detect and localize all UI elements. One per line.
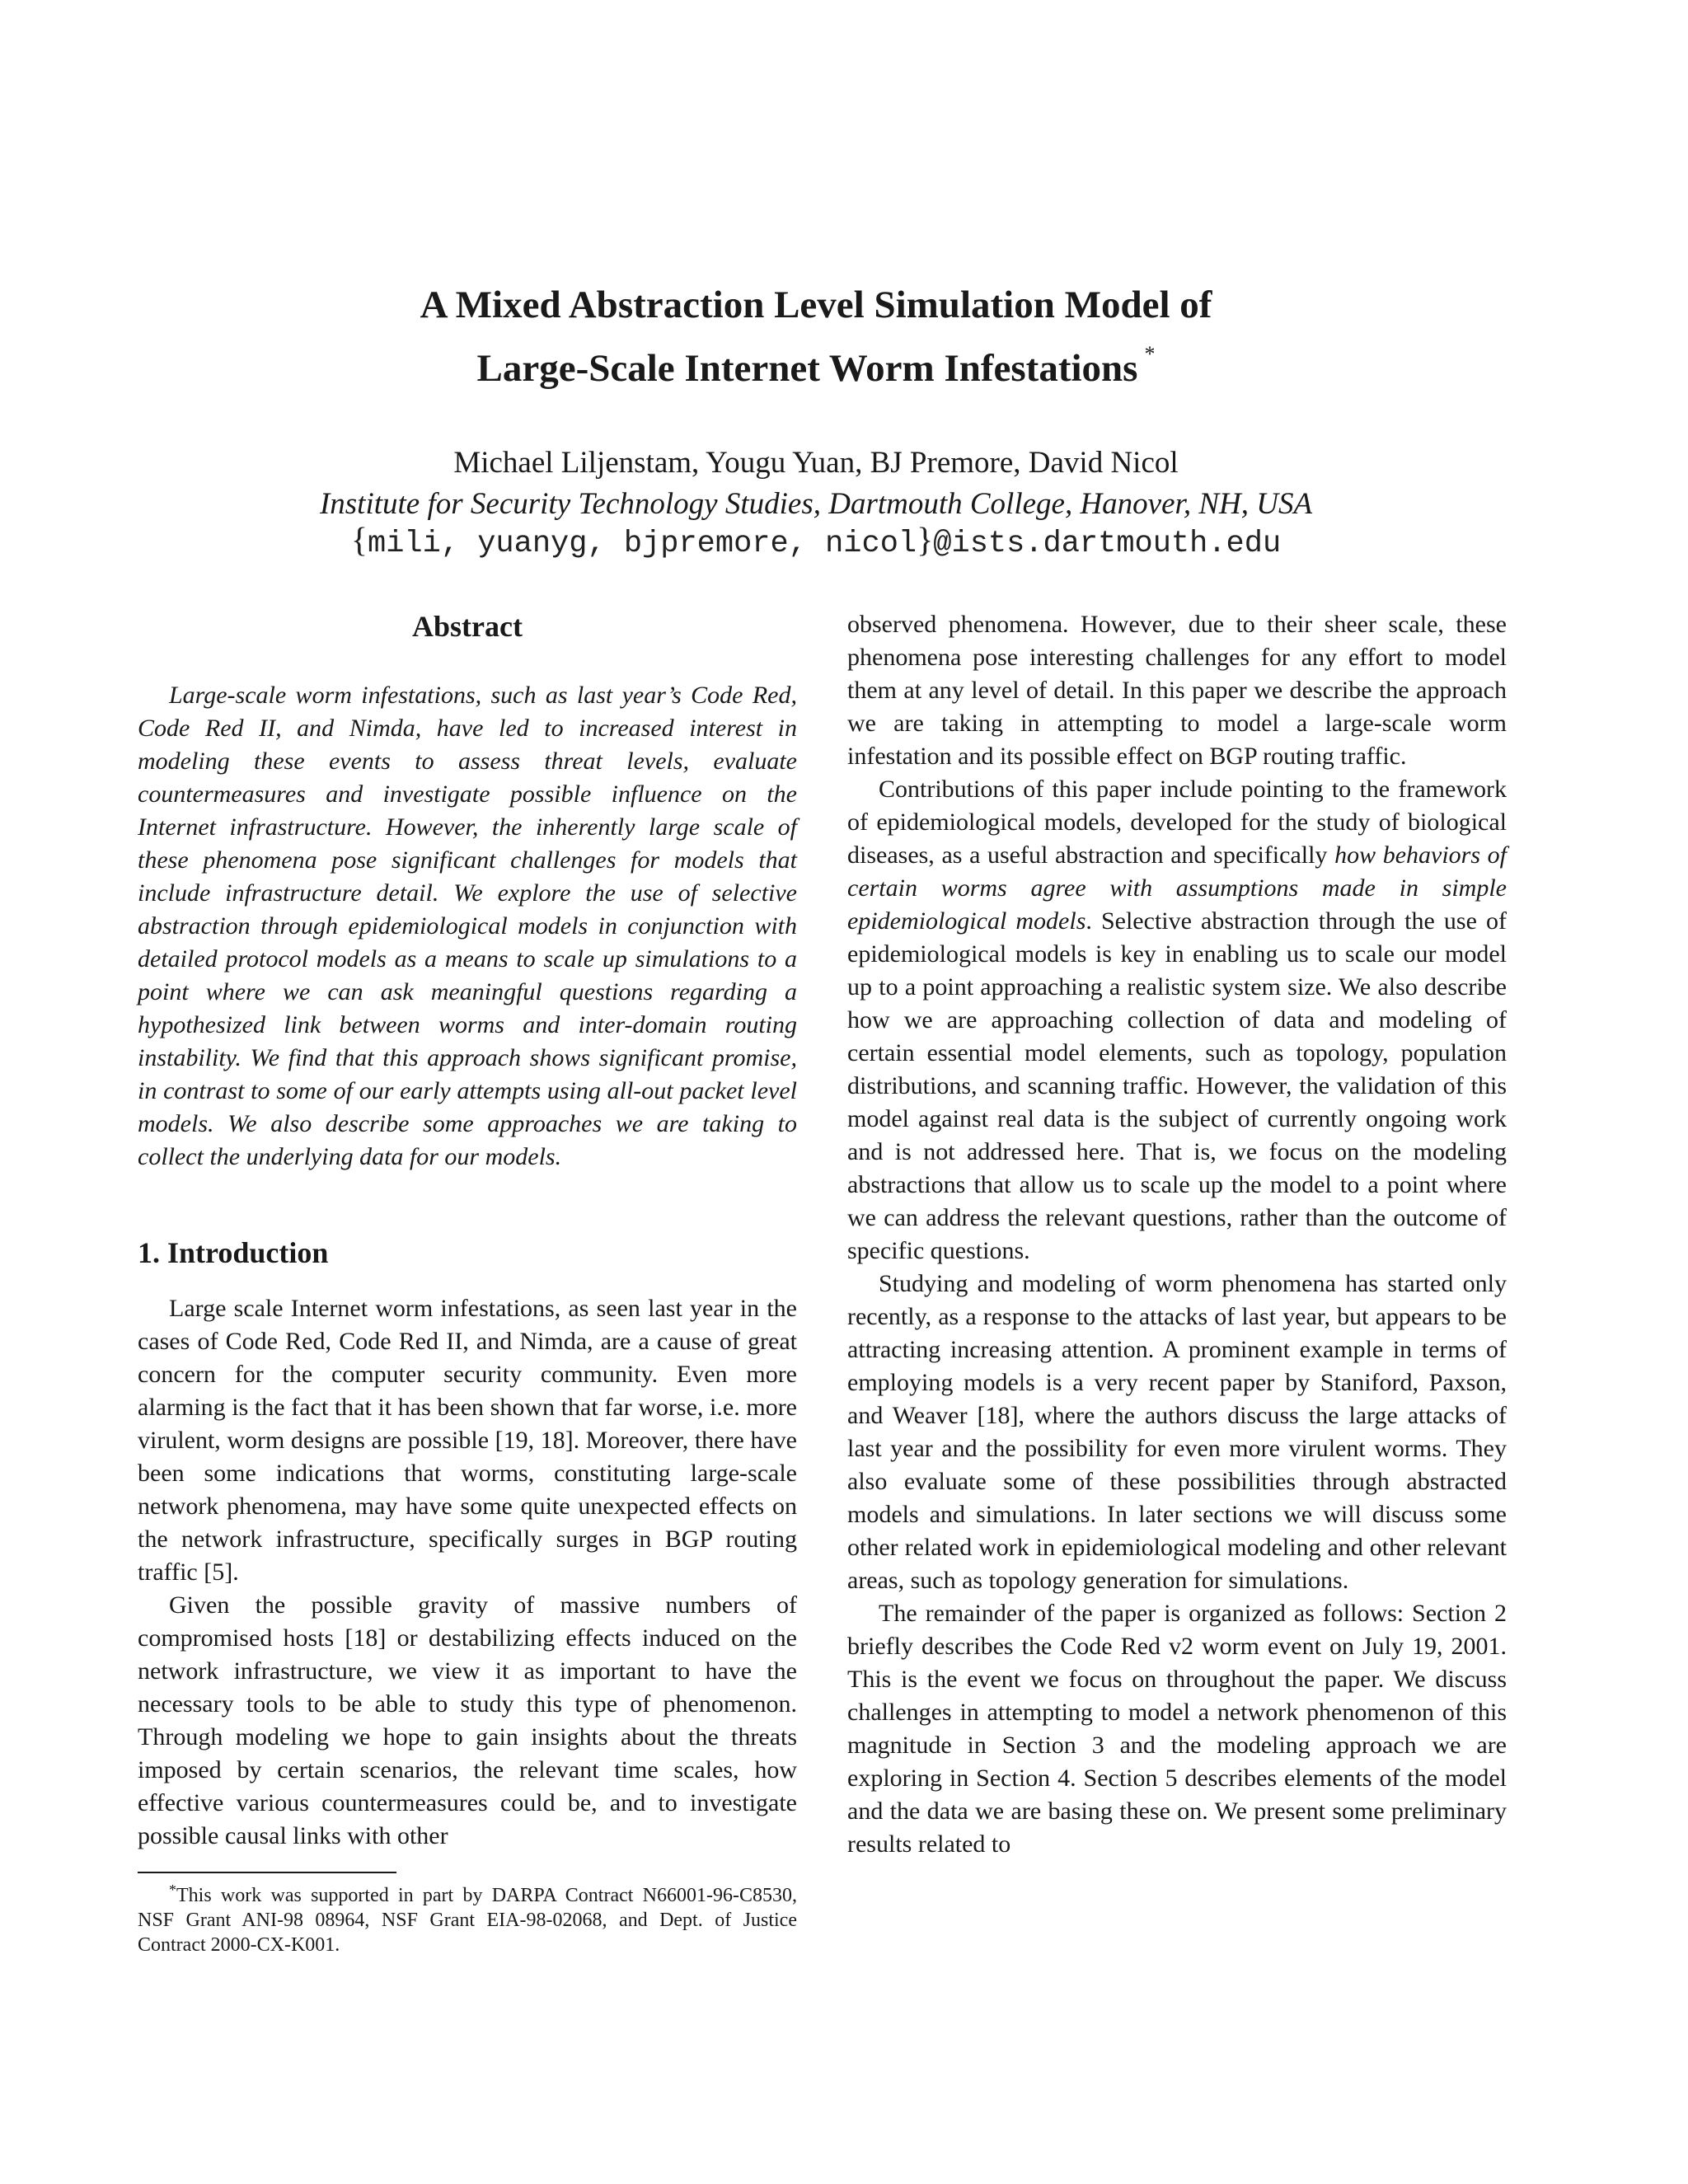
intro-paragraph-1: Large scale Internet worm infestations, as seen last year in the cases of Code Red, Code Red II, and Nimda, are a cause of great concern for the computer security community. Even more alarming is the fact that it has been shown that far worse, i.e. more virulent, worm designs are possible [19, 18]. Moreover, there have been some indications that worms, constituting large-scale network phenomena, may have some quite unexpected effects on the network infrastructure, specifically surges in BGP routing traffic [5]. xyxy=(138,1295,797,1586)
abstract-heading: Abstract xyxy=(412,610,523,643)
title-line-2 xyxy=(247,330,1385,393)
abstract-text: Large-scale worm infestations, such as last year’s Code Red, Code Red II, and Nimda, have led to increased interest in modeling these events to assess threat levels, evaluate countermeasures and investigate possible influence on the Internet infrastructure. However, the inherently large scale of these phenomena pose significant challenges for models that include infrastructure detail. We explore the use of selective abstraction through epidemiological models in conjunction with detailed protocol models as a means to scale up simulations to a point where we can ask meaningful questions regarding a hypothesized link between worms and inter-domain routing instability. We find that this approach shows significant promise, in contrast to some of our early attempts using all-out packet level models. We also describe some approaches we are taking to collect the underlying data for our models. xyxy=(138,682,797,1170)
right-paragraph-1 xyxy=(847,773,1507,1268)
email-domain: @ists.dartmouth.edu xyxy=(933,527,1282,561)
contrib-text-end: . Selective abstraction through the use of epidemiological models is key in enabling us to scale our model up to a point approaching a realistic system size. We also describe how we are approaching collection of data and modeling of certain essential model elements, such as topology, population distributions, and scanning traffic. However, the validation of this model against real data is the subject of currently ongoing work and is not addressed here. That is, we focus on the modeling abstractions that allow us to scale up the model to a point where we can address the relevant questions, rather than the outcome of specific questions. xyxy=(847,907,1507,1264)
author-emails xyxy=(165,519,1467,565)
footnote-divider xyxy=(138,1872,396,1873)
footnote xyxy=(138,1877,797,1957)
title-line-2-text: Large-Scale Internet Worm Infestations xyxy=(476,347,1138,390)
intro-paragraph-2: Given the possible gravity of massive numbers of compromised hosts [18] or destabilizing effects induced on the network infrastructure, we view it as important to have the necessary tools to be able to study this type of phenomenon. Through modeling we hope to gain insights about the threats imposed by certain scenarios, the relevant time scales, how effective various countermeasures could be, and to investigate possible causal links with other xyxy=(138,1591,797,1849)
right-paragraph-0: observed phenomena. However, due to their sheer scale, these phenomena pose interesting challenges for any effort to model them at any level of detail. In this paper we describe the approach we are taking in attempting to model a large-scale worm infestation and its possible effect on BGP routing traffic. xyxy=(847,611,1507,770)
email-open-brace: { xyxy=(350,522,368,560)
right-paragraph-3: The remainder of the paper is organized as follows: Section 2 briefly describes the Code Red v2 worm event on July 19, 2001. This is the event we focus on throughout the paper. We discuss challenges in attempting to model a network phenomenon of this magnitude in Section 3 and the modeling approach we are exploring in Section 4. Section 5 describes elements of the model and the data we are basing these on. We present some preliminary results related to xyxy=(847,1600,1507,1858)
email-close-brace: } xyxy=(917,522,934,560)
abstract-body xyxy=(138,679,797,1174)
affiliation: Institute for Security Technology Studies, Dartmouth College, Hanover, NH, USA xyxy=(319,487,1313,521)
introduction-body xyxy=(138,1292,797,1853)
title-footnote-mark: * xyxy=(1144,342,1156,366)
footnote-mark: * xyxy=(169,1882,176,1898)
footnote-paragraph xyxy=(138,1877,797,1957)
right-column xyxy=(847,608,1507,1861)
footnote-text: This work was supported in part by DARPA Contract N66001-96-C8530, NSF Grant ANI-98 08964, NSF Grant EIA-98-02068, and Dept. of Justice Contract 2000-CX-K001. xyxy=(138,1885,797,1956)
paper-title xyxy=(247,280,1385,393)
email-names: mili, yuanyg, bjpremore, nicol xyxy=(368,527,917,561)
section-heading-introduction: 1. Introduction xyxy=(138,1236,329,1269)
right-paragraph-2: Studying and modeling of worm phenomena has started only recently, as a response to the attacks of last year, but appears to be attracting increasing attention. A prominent example in terms of employing models is a very recent paper by Staniford, Paxson, and Weaver [18], where the authors discuss the large attacks of last year and the possibility for even more virulent worms. They also evaluate some of these possibilities through abstracted models and simulations. In later sections we will discuss some other related work in epidemiological modeling and other relevant areas, such as topology generation for simulations. xyxy=(847,1270,1507,1594)
title-line-1: A Mixed Abstraction Level Simulation Model of xyxy=(420,284,1212,326)
contrib-text-start: Contributions of this paper include pointing to the framework of epidemiological models, developed for the study of biological diseases, as a useful abstraction and specifically xyxy=(847,776,1507,869)
author-list: Michael Liljenstam, Yougu Yuan, BJ Premore, David Nicol xyxy=(453,446,1179,480)
contrib-text-italic: how behaviors of certain worms agree with assumptions made in simple epidemiological models xyxy=(847,841,1507,935)
